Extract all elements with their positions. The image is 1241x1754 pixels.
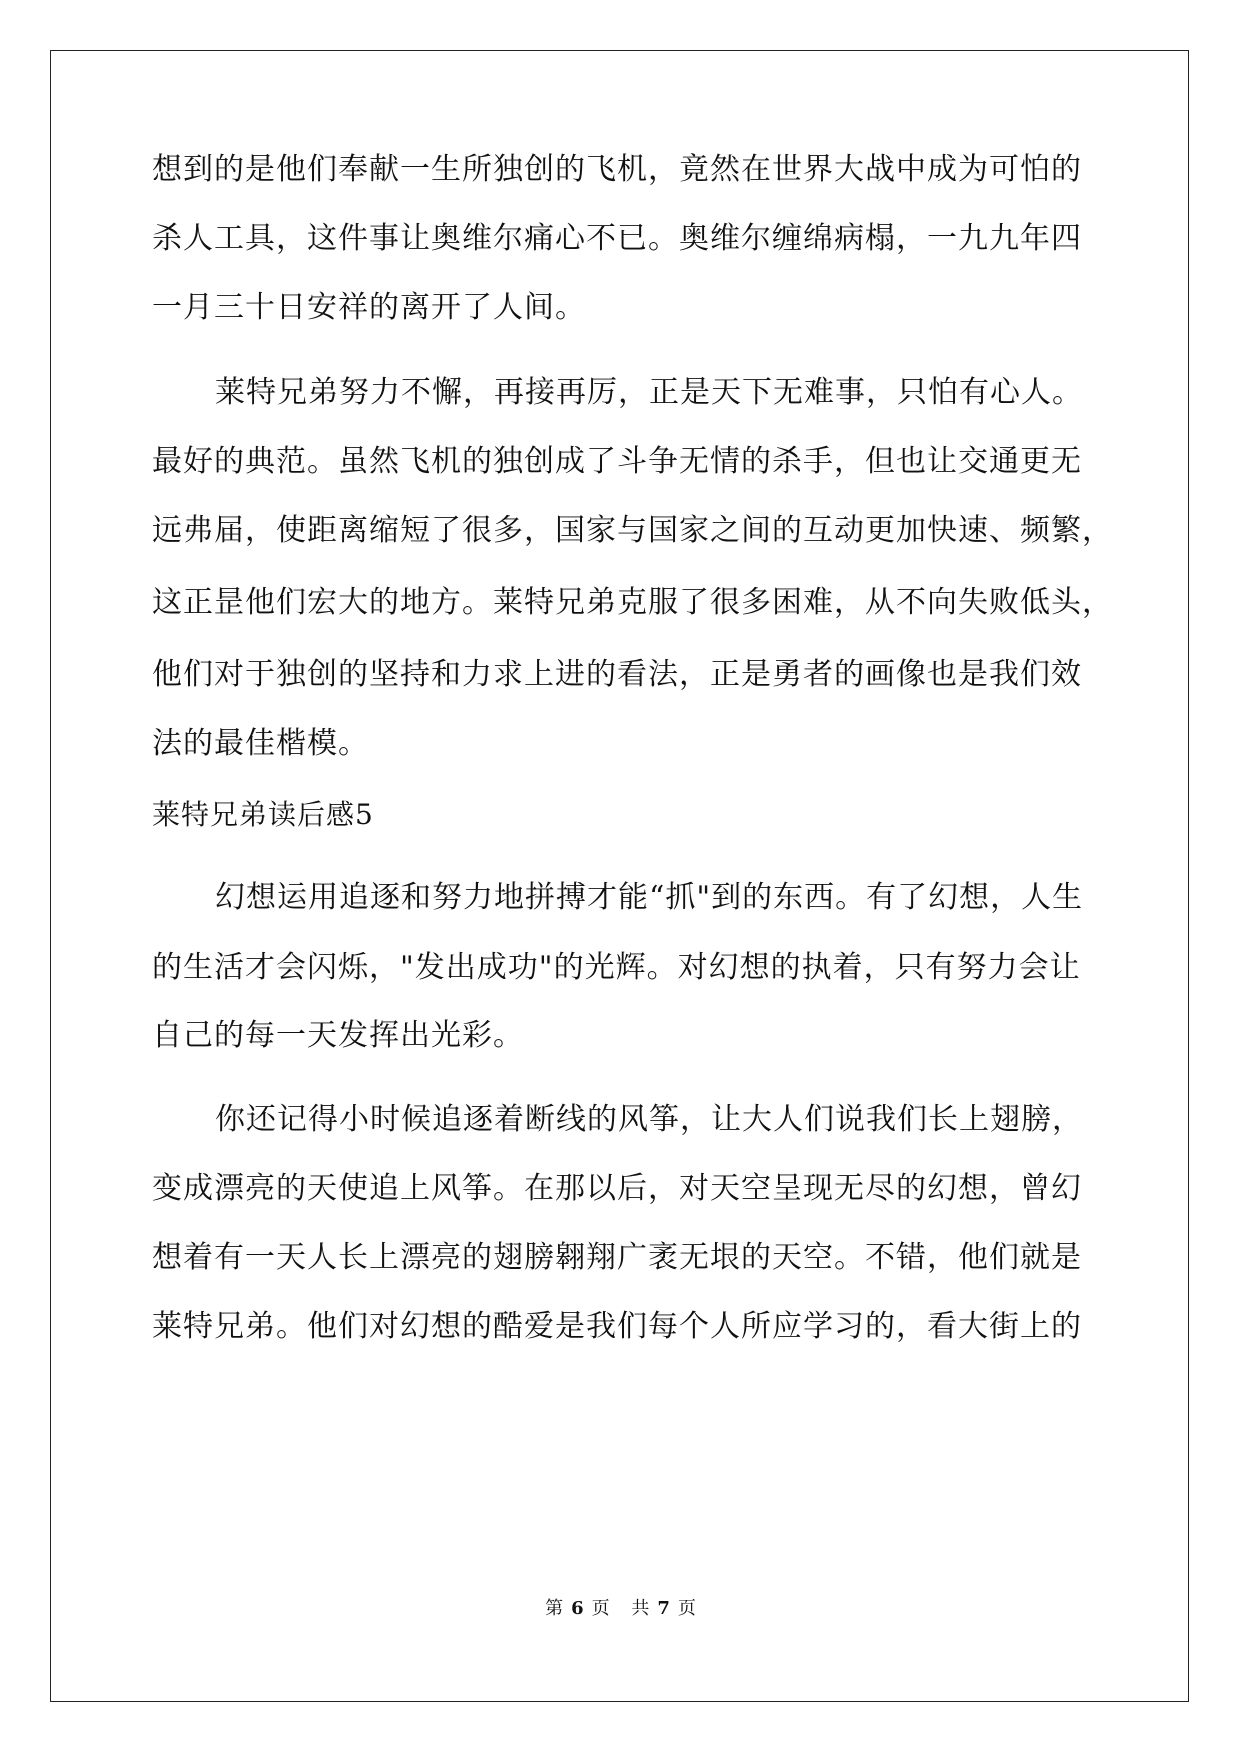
- paragraph-line: 他们对于独创的坚持和力求上进的看法，正是勇者的画像也是我们效: [152, 657, 1082, 692]
- total-page-number: 7: [657, 1598, 670, 1619]
- paragraph-line: 法的最佳楷模。: [152, 726, 369, 761]
- paragraph-line: 的生活才会闪烁，"发出成功"的光辉。对幻想的执着，只有努力会让: [152, 950, 1081, 985]
- paragraph-line: 你还记得小时候追逐着断线的风筝，让大人们说我们长上翅膀，: [215, 1102, 1083, 1137]
- paragraph-line: 最好的典范。虽然飞机的独创成了斗争无情的杀手，但也让交通更无: [152, 444, 1082, 479]
- current-page-number: 6: [571, 1598, 584, 1619]
- page-indicator: [541, 1598, 614, 1619]
- paragraph-line: 莱特兄弟努力不懈，再接再厉，正是天下无难事，只怕有心人。: [215, 375, 1083, 410]
- page-suffix: 页: [591, 1598, 610, 1619]
- page-prefix: 第: [545, 1598, 564, 1619]
- paragraph-line: 一月三十日安祥的离开了人间。: [152, 290, 586, 325]
- paragraph-line: 想着有一天人长上漂亮的翅膀翱翔广袤无垠的天空。不错，他们就是: [152, 1240, 1082, 1275]
- total-prefix: 共: [631, 1598, 650, 1619]
- paragraph-line: 这正昰他们宏大的地方。莱特兄弟克服了很多困难，从不向失败低头，: [152, 585, 1113, 620]
- total-indicator: [627, 1598, 700, 1619]
- paragraph-line: 自己的每一天发挥出光彩。: [152, 1018, 524, 1053]
- total-suffix: 页: [677, 1598, 696, 1619]
- paragraph-line: 幻想运用追逐和努力地拼搏才能“抓"到的东西。有了幻想，人生: [215, 880, 1084, 915]
- paragraph-line: 远弗届，使距离缩短了很多，国家与国家之间的互动更加快速、频繁，: [152, 513, 1113, 548]
- page-footer: [0, 1598, 1241, 1620]
- paragraph-line: 想到的是他们奉献一生所独创的飞机，竟然在世界大战中成为可怕的: [152, 152, 1082, 187]
- paragraph-line: 杀人工具，这件事让奥维尔痛心不已。奥维尔缠绵病榻，一九九年四: [152, 221, 1082, 256]
- section-heading: 莱特兄弟读后感5: [152, 798, 374, 831]
- paragraph-line: 莱特兄弟。他们对幻想的酷爱是我们每个人所应学习的，看大街上的: [152, 1309, 1082, 1344]
- paragraph-line: 变成漂亮的天使追上风筝。在那以后，对天空呈现无尽的幻想，曾幻: [152, 1171, 1082, 1206]
